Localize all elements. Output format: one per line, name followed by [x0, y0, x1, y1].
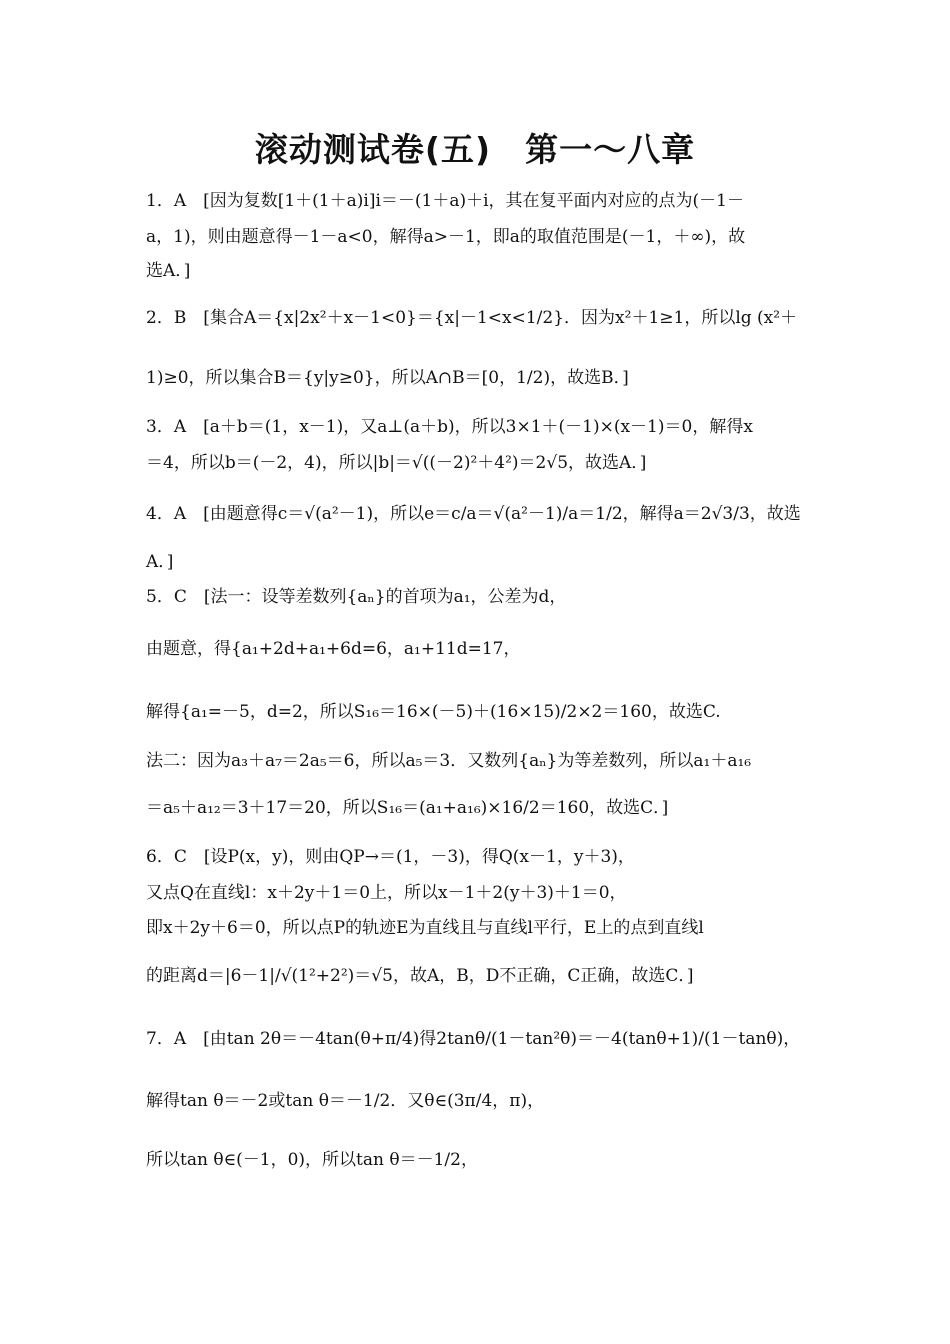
answer-line: 解得tan θ＝－2或tan θ＝－1/2．又θ∈(3π/4，π)，: [146, 1091, 545, 1111]
answer-line: 选A．]: [146, 261, 191, 281]
page-title: [0, 124, 950, 171]
answer-line: ＝a₅＋a₁₂＝3＋17＝20，所以S₁₆＝(a₁+a₁₆)×16/2＝160，故选C．]: [146, 798, 669, 818]
answer-line: A．]: [146, 552, 174, 572]
answer-line: 5．C [法一：设等差数列{aₙ}的首项为a₁，公差为d，: [146, 587, 567, 607]
answer-line: a，1)，则由题意得－1－a<0，解得a>－1，即a的取值范围是(－1，＋∞)，故: [146, 227, 746, 247]
answer-line: 2．B [集合A＝{x|2x²＋x－1<0}＝{x|－1<x<1/2}．因为x²＋1≥1，所以lg (x²＋: [146, 308, 798, 328]
answer-line: 的距离d＝|6－1|/√(1²+2²)＝√5，故A，B，D不正确，C正确，故选C．]: [146, 966, 694, 986]
answer-line: 解得{a₁=－5，d=2，所以S₁₆＝16×(－5)＋(16×15)/2×2＝160，故选C.: [146, 702, 721, 722]
answer-line: 6．C [设P(x，y)，则由QP→＝(1，－3)，得Q(x－1，y＋3)，: [146, 847, 635, 867]
answer-line: 由题意，得{a₁+2d+a₁+6d=6，a₁+11d=17，: [146, 639, 521, 659]
answer-line: 4．A [由题意得c＝√(a²－1)，所以e＝c/a＝√(a²－1)/a＝1/2，解得a＝2√3/3，故选: [146, 504, 801, 524]
answer-line: 1)≥0，所以集合B＝{y|y≥0}，所以A∩B＝[0，1/2)，故选B．]: [146, 368, 629, 388]
title-left: 滚动测试卷(五): [254, 130, 492, 169]
answer-line: 7．A [由tan 2θ＝－4tan(θ+π/4)得2tanθ/(1－tan²θ)＝－4(tanθ+1)/(1－tanθ)，: [146, 1029, 801, 1049]
answer-line: ＝4，所以b＝(－2，4)，所以|b|＝√((－2)²＋4²)＝2√5，故选A．]: [146, 453, 647, 473]
answer-line: 法二：因为a₃＋a₇＝2a₅＝6，所以a₅＝3．又数列{aₙ}为等差数列，所以a₁＋a₁₆: [146, 751, 752, 771]
answer-line: 3．A [a＋b＝(1，x－1)，又a⊥(a＋b)，所以3×1＋(－1)×(x－1)＝0，解得x: [146, 417, 753, 437]
answer-line: 1．A [因为复数[1＋(1＋a)i]i＝－(1＋a)＋i，其在复平面内对应的点为(－1－: [146, 191, 744, 211]
answer-line: 即x＋2y＋6＝0，所以点P的轨迹E为直线且与直线l平行，E上的点到直线l: [146, 918, 704, 938]
answer-line: 又点Q在直线l：x＋2y＋1＝0上，所以x－1＋2(y＋3)＋1＝0，: [146, 883, 627, 903]
answer-line: 所以tan θ∈(－1，0)，所以tan θ＝－1/2，: [146, 1150, 478, 1170]
title-right: 第一～八章: [525, 130, 696, 169]
